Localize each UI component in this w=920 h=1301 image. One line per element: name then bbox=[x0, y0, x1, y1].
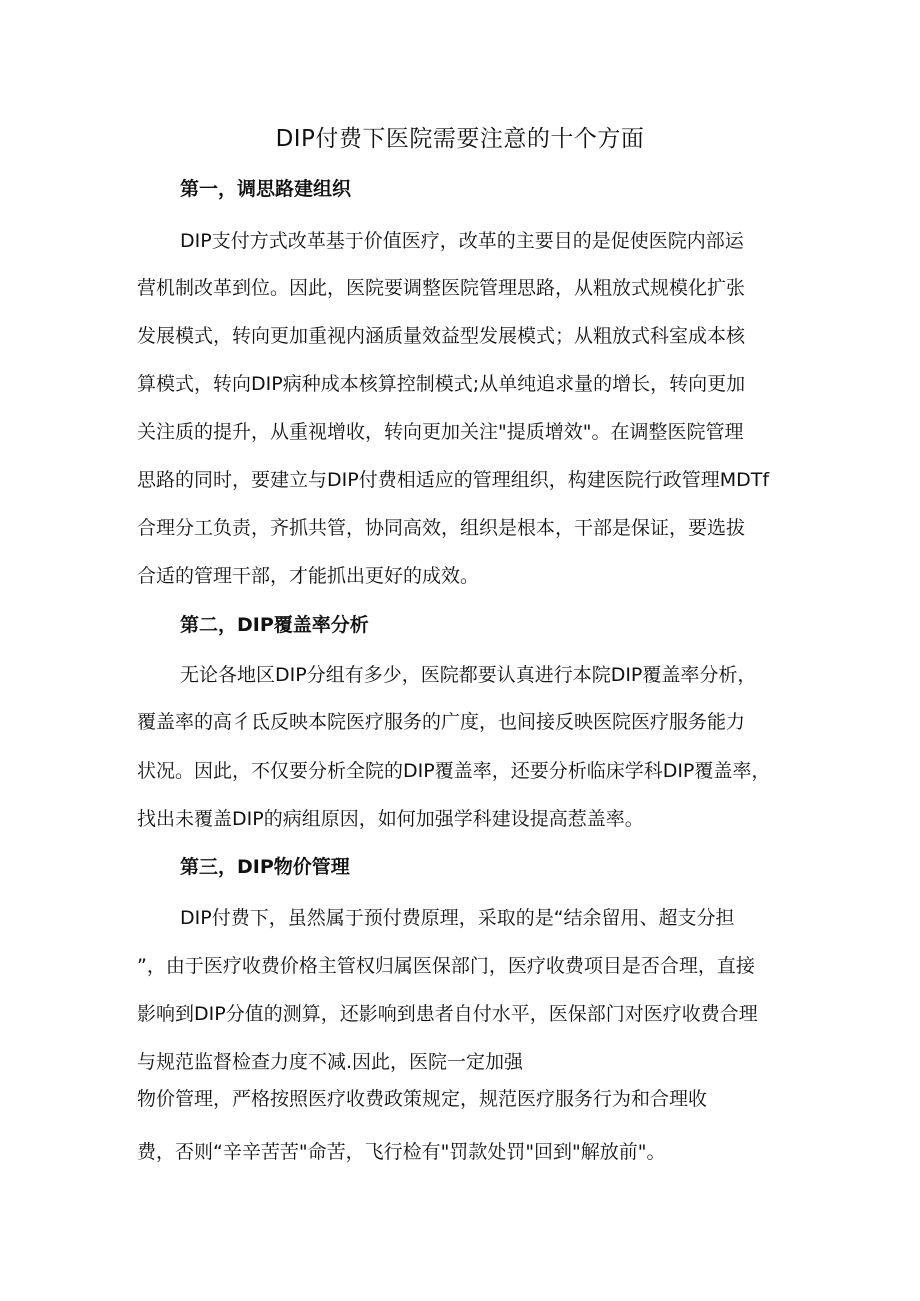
section-1-line: 思路的同时，要建立与DIP付费相适应的管理组织，构建医院行政管理MDTf bbox=[137, 469, 770, 491]
section-1-line: DIP支付方式改革基于价值医疗，改革的主要目的是促使医院内部运 bbox=[180, 230, 744, 252]
section-1-line: 合适的管理干部，才能抓出更好的成效。 bbox=[137, 565, 480, 587]
section-3-line: DIP付费下，虽然属于预付费原理，采取的是“结余留用、超支分担 bbox=[180, 907, 735, 929]
section-3-line: ”，由于医疗收费价格主管权归属医保部门，医疗收费项目是否合理，直接 bbox=[137, 955, 755, 977]
section-1-line: 关注质的提升，从重视增收，转向更加关注"提质增效"。在调整医院管理 bbox=[137, 421, 744, 443]
section-3-line: 物价管理，严格按照医疗收费政策规定，规范医疗服务行为和合理收 bbox=[137, 1088, 708, 1110]
document-title: DIP付费下医院需要注意的十个方面 bbox=[275, 126, 645, 152]
section-1-line: 营机制改革到位。因此，医院要调整医院管理思路，从粗放式规模化扩张 bbox=[137, 277, 746, 299]
section-2-heading: 第二，DIP覆盖率分析 bbox=[180, 614, 369, 636]
section-1-line: 发展模式，转向更加重视内涵质量效益型发展模式；从粗放式科室成本核 bbox=[137, 325, 746, 347]
section-3-line: 与规范监督检查力度不减.因此，医院一定加强 bbox=[137, 1051, 524, 1073]
section-1-line: 合理分工负责，齐抓共管，协同高效，组织是根本，干部是保证，要选拔 bbox=[137, 517, 746, 539]
section-1-line: 算模式，转向DIP病种成本核算控制模式;从单纯追求量的增长，转向更加 bbox=[137, 373, 746, 395]
section-2-line: 覆盖率的高彳氐反映本院医疗服务的广度，也间接反映医院医疗服务能力 bbox=[137, 711, 746, 733]
section-2-line: 无论各地区DIP分组有多少，医院都要认真进行本院DIP覆盖率分析， bbox=[180, 664, 757, 686]
section-1-heading: 第一，调思路建组织 bbox=[180, 178, 352, 200]
section-2-line: 找出未覆盖DIP的病组原因，如何加强学科建设提高惹盖率。 bbox=[137, 808, 644, 830]
section-3-heading: 第三，DIP物价管理 bbox=[180, 856, 350, 878]
section-3-line: 费，否则“辛辛苦苦"命苦，飞行检有"罚款处罚"回到"解放前"。 bbox=[137, 1141, 666, 1163]
section-2-line: 状况。因此，不仅要分析全院的DIP覆盖率，还要分析临床学科DIP覆盖率， bbox=[137, 760, 771, 782]
section-3-line: 影响到DIP分值的测算，还影响到患者自付水平，医保部门对医疗收费合理 bbox=[137, 1003, 758, 1025]
